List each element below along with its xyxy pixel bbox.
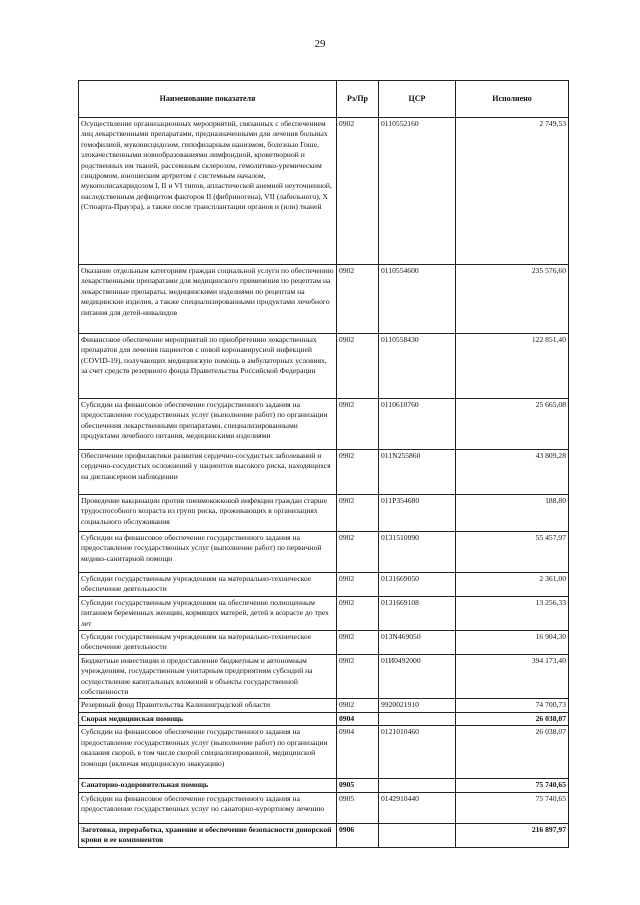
cell-name: Бюджетные инвестиции и предоставление бюджетным и автономным учреждениям, государственным унитарным предприятиям субсидий на осуществление капитальных вложений в объекты государственной собственности [79, 654, 337, 699]
cell-name: Субсидии на финансовое обеспечение государственного задания на предоставление государственных услуг по санаторно-курортному лечению [79, 792, 337, 823]
table-row [79, 596, 569, 630]
cell-name: Заготовка, переработка, хранение и обеспечение безопасности донорской крови и ее компонентов [79, 823, 337, 847]
cell-name: Проведение вакцинации против пневмококковой инфекции граждан старше трудоспособного возраста из групп риска, проживающих в организациях социального обслуживания [79, 495, 337, 532]
cell-csr: 0110554600 [379, 265, 456, 334]
cell-rzpr: 0902 [337, 532, 379, 573]
page-number: 29 [314, 38, 326, 50]
cell-value: 216 897,97 [456, 823, 569, 847]
header-name: Наименование показателя [79, 81, 337, 118]
table-row [79, 654, 569, 699]
header-value: Исполнено [456, 81, 569, 118]
cell-rzpr: 0904 [337, 712, 379, 725]
table-row [79, 631, 569, 655]
expenditure-table [78, 80, 569, 848]
table-row [79, 823, 569, 847]
table-row [79, 779, 569, 792]
cell-rzpr: 0902 [337, 118, 379, 265]
cell-value: 2 749,53 [456, 118, 569, 265]
cell-value: 74 700,73 [456, 699, 569, 712]
table-row [79, 450, 569, 495]
table-row [79, 118, 569, 265]
cell-value: 75 740,65 [456, 779, 569, 792]
cell-value: 75 740,65 [456, 792, 569, 823]
cell-value: 26 038,07 [456, 726, 569, 779]
table-row [79, 495, 569, 532]
table-row [79, 573, 569, 597]
cell-value: 16 904,30 [456, 631, 569, 655]
table-row [79, 334, 569, 399]
cell-csr: 0131669108 [379, 596, 456, 630]
table-row [79, 712, 569, 725]
cell-csr: 011P354680 [379, 495, 456, 532]
cell-name: Субсидии на финансовое обеспечение государственного задания на предоставление государственных услуг (выполнение работ) по организации оказания скорой, в том числе скорой специализированной, медицинской помощи (включая медицинскую эвакуацию) [79, 726, 337, 779]
cell-csr: 0110558430 [379, 334, 456, 399]
cell-csr: 0121010460 [379, 726, 456, 779]
cell-name: Оказание отдельным категориям граждан социальной услуги по обеспечению лекарственными препаратами для медицинского применения по рецептам на лекарственные препараты, медицинскими изделиями по рецептам на медицинские изделия, а также специализированными продуктами лечебного питания для детей-инвалидов [79, 265, 337, 334]
cell-name: Субсидии на финансовое обеспечение государственного задания на предоставление государственных услуг (выполнение работ) по первичной медико-санитарной помощи [79, 532, 337, 573]
cell-name: Санаторно-оздоровительная помощь [79, 779, 337, 792]
cell-value: 43 809,28 [456, 450, 569, 495]
cell-csr [379, 823, 456, 847]
table-row [79, 399, 569, 450]
cell-name: Скорая медицинская помощь [79, 712, 337, 725]
cell-value: 235 576,60 [456, 265, 569, 334]
cell-rzpr: 0902 [337, 654, 379, 699]
cell-csr: 0110552160 [379, 118, 456, 265]
cell-name: Субсидии на финансовое обеспечение государственного задания на предоставление государственных услуг (выполнение работ) по организации обеспечения лекарственными препаратами, специализированными продуктами лечебного питания, медицинскими изделиями [79, 399, 337, 450]
cell-rzpr: 0902 [337, 573, 379, 597]
cell-csr [379, 779, 456, 792]
cell-value: 26 038,07 [456, 712, 569, 725]
table-row [79, 726, 569, 779]
cell-rzpr: 0902 [337, 334, 379, 399]
cell-value: 2 361,00 [456, 573, 569, 597]
cell-csr: 0131669050 [379, 573, 456, 597]
cell-csr: 0142910440 [379, 792, 456, 823]
cell-csr: 0110610760 [379, 399, 456, 450]
cell-rzpr: 0906 [337, 823, 379, 847]
cell-name: Субсидии государственным учреждениям на материально-техническое обеспечение деятельности [79, 573, 337, 597]
cell-csr [379, 712, 456, 725]
table-row [79, 699, 569, 712]
cell-name: Осуществление организационных мероприятий, связанных с обеспечением лиц лекарственными препаратами, предназначенными для лечения больных гемофилией, муковисцидозом, гипофизарным нанизмом, болезнью Гоше, злокачественными новообразованиями лимфоидной, кроветворной и родственных им тканей, рассеянным склерозом, гемолитико-уремическим синдромом, юношеским артритом с системным началом, мукополисахаридозом I, II и VI типов, апластической анемией неуточненной, наследственным дефицитом факторов II (фибриногена), VII (лабильного), X (Стюарта-Прауэра), а также после трансплантации органов и (или) тканей [79, 118, 337, 265]
cell-rzpr: 0902 [337, 699, 379, 712]
cell-name: Финансовое обеспечение мероприятий по приобретению лекарственных препаратов для лечения пациентов с новой коронавирусной инфекцией (COVID-19), получающих медицинскую помощь в амбулаторных условиях, за счет средств резервного фонда Правительства Российской Федерации [79, 334, 337, 399]
cell-csr: 9920021910 [379, 699, 456, 712]
cell-name: Субсидии государственным учреждениям на обеспечение полноценным питанием беременных женщин, кормящих матерей, детей в возрасте до трех лет [79, 596, 337, 630]
header-csr: ЦСР [379, 81, 456, 118]
cell-csr: 0131510090 [379, 532, 456, 573]
cell-csr: 01И0492000 [379, 654, 456, 699]
cell-value: 188,80 [456, 495, 569, 532]
table-row [79, 265, 569, 334]
table-row [79, 532, 569, 573]
cell-rzpr: 0902 [337, 399, 379, 450]
cell-rzpr: 0905 [337, 792, 379, 823]
cell-value: 394 173,40 [456, 654, 569, 699]
cell-rzpr: 0902 [337, 265, 379, 334]
cell-value: 55 457,97 [456, 532, 569, 573]
cell-rzpr: 0902 [337, 631, 379, 655]
header-rzpr: Рз/Пр [337, 81, 379, 118]
table-row [79, 792, 569, 823]
cell-name: Субсидии государственным учреждениям на материально-техническое обеспечение деятельности [79, 631, 337, 655]
cell-value: 25 665,08 [456, 399, 569, 450]
cell-csr: 013N469050 [379, 631, 456, 655]
cell-rzpr: 0905 [337, 779, 379, 792]
cell-rzpr: 0902 [337, 495, 379, 532]
cell-rzpr: 0902 [337, 596, 379, 630]
cell-csr: 011N255860 [379, 450, 456, 495]
cell-value: 122 851,40 [456, 334, 569, 399]
cell-rzpr: 0902 [337, 450, 379, 495]
header-row [79, 81, 569, 118]
cell-name: Обеспечение профилактики развития сердечно-сосудистых заболеваний и сердечно-сосудистых осложнений у пациентов высокого риска, находящихся на диспансерном наблюдении [79, 450, 337, 495]
cell-value: 13 256,33 [456, 596, 569, 630]
cell-rzpr: 0904 [337, 726, 379, 779]
cell-name: Резервный фонд Правительства Калининградской области [79, 699, 337, 712]
